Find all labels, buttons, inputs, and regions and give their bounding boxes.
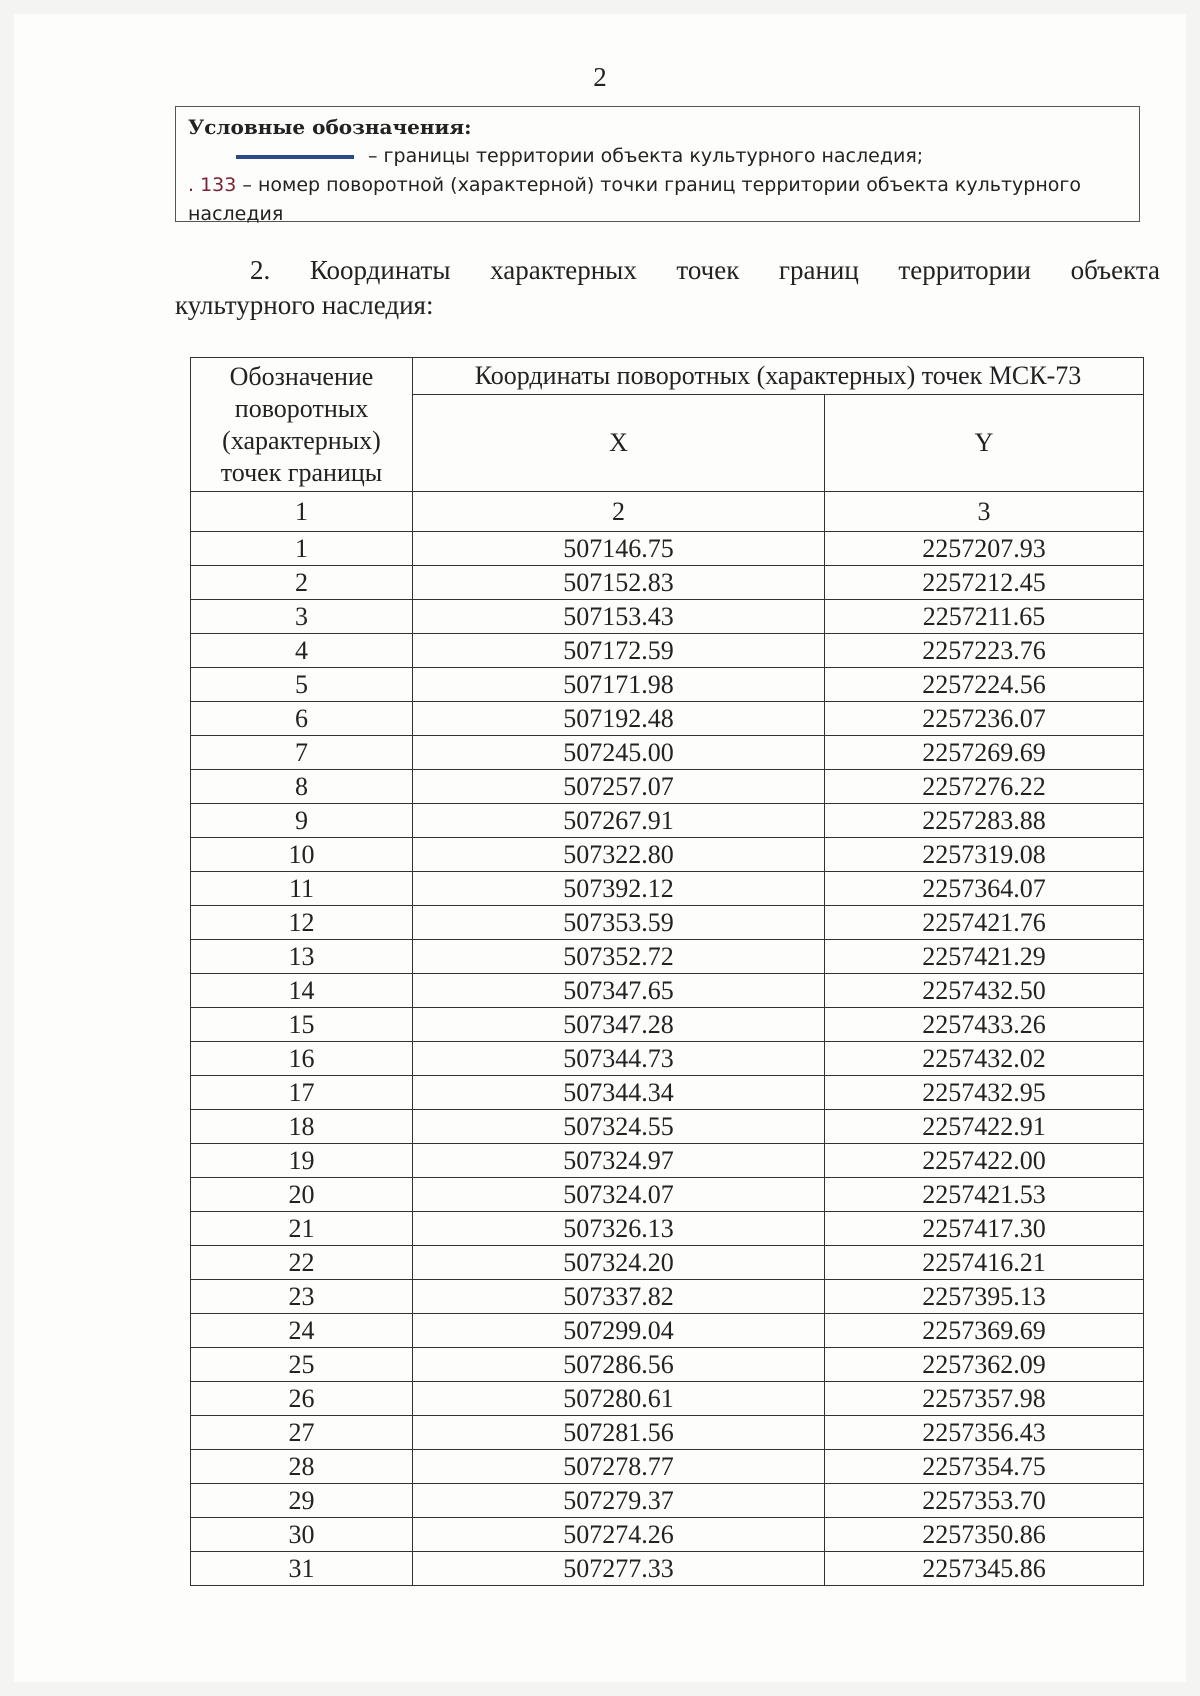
x-coordinate-cell: 507277.33 (413, 1552, 825, 1586)
x-coordinate-cell: 507299.04 (413, 1314, 825, 1348)
y-coordinate-cell: 2257223.76 (825, 634, 1144, 668)
point-number-cell: 6 (191, 702, 413, 736)
table-row (191, 872, 1144, 906)
coordinates-group-header: Координаты поворотных (характерных) точек МСК-73 (413, 358, 1144, 395)
table-row (191, 1178, 1144, 1212)
x-coordinate-cell: 507347.65 (413, 974, 825, 1008)
point-number-cell: 23 (191, 1280, 413, 1314)
col1-header-line: точек границы (220, 457, 383, 487)
y-coordinate-cell: 2257224.56 (825, 668, 1144, 702)
point-number-cell: 9 (191, 804, 413, 838)
point-number-cell: 1 (191, 532, 413, 566)
paragraph-line-2: культурного наследия: (175, 290, 434, 320)
x-coordinate-cell: 507152.83 (413, 566, 825, 600)
table-row (191, 1280, 1144, 1314)
para-word: Координаты (309, 255, 451, 285)
y-coordinate-cell: 2257269.69 (825, 736, 1144, 770)
legend-title: Условные обозначения: (188, 115, 472, 139)
x-coordinate-cell: 507280.61 (413, 1382, 825, 1416)
y-coordinate-cell: 2257421.76 (825, 906, 1144, 940)
x-coordinate-cell: 507267.91 (413, 804, 825, 838)
table-row (191, 1314, 1144, 1348)
point-number-cell: 15 (191, 1008, 413, 1042)
y-coordinate-cell: 2257276.22 (825, 770, 1144, 804)
y-coordinate-cell: 2257354.75 (825, 1450, 1144, 1484)
legend-boundary-row (188, 141, 1127, 171)
col1-header (191, 358, 413, 492)
table-row (191, 974, 1144, 1008)
y-coordinate-cell: 2257356.43 (825, 1416, 1144, 1450)
point-number-cell: 18 (191, 1110, 413, 1144)
para-word: объекта (1070, 255, 1160, 285)
table-row (191, 1110, 1144, 1144)
y-coordinate-cell: 2257422.00 (825, 1144, 1144, 1178)
boundary-line-symbol (236, 155, 354, 159)
table-row (191, 532, 1144, 566)
point-number-cell: 28 (191, 1450, 413, 1484)
point-number-cell: 22 (191, 1246, 413, 1280)
table-row (191, 1484, 1144, 1518)
point-number-cell: 31 (191, 1552, 413, 1586)
y-coordinate-cell: 2257421.29 (825, 940, 1144, 974)
point-number-cell: 27 (191, 1416, 413, 1450)
table-row (191, 736, 1144, 770)
y-coordinate-cell: 2257350.86 (825, 1518, 1144, 1552)
x-coordinate-cell: 507153.43 (413, 600, 825, 634)
col-number: 1 (191, 492, 413, 532)
col1-header-line: (характерных) (222, 425, 381, 455)
y-coordinate-cell: 2257433.26 (825, 1008, 1144, 1042)
x-coordinate-cell: 507281.56 (413, 1416, 825, 1450)
table-row (191, 1416, 1144, 1450)
para-word: характерных (490, 255, 637, 285)
col1-header-line: поворотных (234, 393, 369, 423)
x-coordinate-cell: 507279.37 (413, 1484, 825, 1518)
x-coordinate-cell: 507278.77 (413, 1450, 825, 1484)
y-coordinate-cell: 2257432.95 (825, 1076, 1144, 1110)
legend-boundary-text: – границы территории объекта культурного наследия; (368, 145, 924, 167)
point-number-cell: 29 (191, 1484, 413, 1518)
x-coordinate-cell: 507344.34 (413, 1076, 825, 1110)
x-coordinate-cell: 507324.20 (413, 1246, 825, 1280)
para-word: 2. (250, 255, 271, 285)
table-row (191, 1518, 1144, 1552)
point-number-cell: 20 (191, 1178, 413, 1212)
table-row (191, 566, 1144, 600)
y-coordinate-cell: 2257395.13 (825, 1280, 1144, 1314)
x-coordinate-cell: 507192.48 (413, 702, 825, 736)
y-coordinate-cell: 2257416.21 (825, 1246, 1144, 1280)
x-coordinate-cell: 507146.75 (413, 532, 825, 566)
x-coordinate-cell: 507337.82 (413, 1280, 825, 1314)
point-number-cell: 19 (191, 1144, 413, 1178)
x-coordinate-cell: 507344.73 (413, 1042, 825, 1076)
point-number-cell: 21 (191, 1212, 413, 1246)
point-number-cell: 17 (191, 1076, 413, 1110)
col1-header-line: Обозначение (229, 361, 374, 391)
y-coordinate-cell: 2257212.45 (825, 566, 1144, 600)
para-word: границ (778, 255, 859, 285)
point-number-cell: 2 (191, 566, 413, 600)
table-row (191, 1212, 1144, 1246)
point-number-cell: 10 (191, 838, 413, 872)
x-coordinate-cell: 507322.80 (413, 838, 825, 872)
table-row (191, 1076, 1144, 1110)
table-row (191, 940, 1144, 974)
para-word: территории (898, 255, 1031, 285)
x-coordinate-cell: 507326.13 (413, 1212, 825, 1246)
point-number-cell: 8 (191, 770, 413, 804)
y-coordinate-cell: 2257345.86 (825, 1552, 1144, 1586)
table-row (191, 1042, 1144, 1076)
legend-point-text: – номер поворотной (характерной) точки границ территории объекта культурного наследия (188, 174, 1082, 225)
y-coordinate-cell: 2257353.70 (825, 1484, 1144, 1518)
legend-box (175, 106, 1140, 225)
y-coordinate-cell: 2257357.98 (825, 1382, 1144, 1416)
para-word: точек (676, 255, 740, 285)
table-row (191, 702, 1144, 736)
table-row (191, 1144, 1144, 1178)
table-row (191, 1008, 1144, 1042)
table-row (191, 1246, 1144, 1280)
x-coordinate-cell: 507324.55 (413, 1110, 825, 1144)
point-number-cell: 13 (191, 940, 413, 974)
point-number-cell: 25 (191, 1348, 413, 1382)
y-coordinate-cell: 2257422.91 (825, 1110, 1144, 1144)
y-coordinate-cell: 2257283.88 (825, 804, 1144, 838)
y-coordinate-cell: 2257319.08 (825, 838, 1144, 872)
x-coordinate-cell: 507347.28 (413, 1008, 825, 1042)
y-coordinate-cell: 2257362.09 (825, 1348, 1144, 1382)
table-row (191, 1348, 1144, 1382)
col-number: 3 (825, 492, 1144, 532)
x-coordinate-cell: 507352.72 (413, 940, 825, 974)
point-number-cell: 14 (191, 974, 413, 1008)
table-row (191, 838, 1144, 872)
x-coordinate-cell: 507245.00 (413, 736, 825, 770)
table-row (191, 668, 1144, 702)
x-coordinate-cell: 507324.97 (413, 1144, 825, 1178)
point-number-cell: 11 (191, 872, 413, 906)
point-number-cell: 5 (191, 668, 413, 702)
y-coordinate-cell: 2257421.53 (825, 1178, 1144, 1212)
x-coordinate-cell: 507257.07 (413, 770, 825, 804)
y-coordinate-cell: 2257432.50 (825, 974, 1144, 1008)
x-coordinate-cell: 507392.12 (413, 872, 825, 906)
y-coordinate-cell: 2257207.93 (825, 532, 1144, 566)
y-coordinate-cell: 2257236.07 (825, 702, 1144, 736)
point-marker-symbol: . 133 (188, 174, 237, 196)
table-row (191, 906, 1144, 940)
point-number-cell: 26 (191, 1382, 413, 1416)
y-coordinate-cell: 2257369.69 (825, 1314, 1144, 1348)
x-coordinate-cell: 507353.59 (413, 906, 825, 940)
table-row (191, 1382, 1144, 1416)
table-row (191, 1450, 1144, 1484)
x-coordinate-cell: 507172.59 (413, 634, 825, 668)
x-header: X (413, 395, 825, 492)
coordinates-table (190, 357, 1144, 1586)
page-number: 2 (593, 62, 607, 92)
table-row (191, 770, 1144, 804)
x-coordinate-cell: 507274.26 (413, 1518, 825, 1552)
col-number: 2 (413, 492, 825, 532)
point-number-cell: 4 (191, 634, 413, 668)
x-coordinate-cell: 507324.07 (413, 1178, 825, 1212)
point-number-cell: 24 (191, 1314, 413, 1348)
y-coordinate-cell: 2257432.02 (825, 1042, 1144, 1076)
table-row (191, 600, 1144, 634)
point-number-cell: 3 (191, 600, 413, 634)
x-coordinate-cell: 507171.98 (413, 668, 825, 702)
table-row (191, 1552, 1144, 1586)
point-number-cell: 16 (191, 1042, 413, 1076)
y-header: Y (825, 395, 1144, 492)
paragraph-line-1 (175, 255, 1160, 286)
point-number-cell: 7 (191, 736, 413, 770)
table-row (191, 634, 1144, 668)
y-coordinate-cell: 2257211.65 (825, 600, 1144, 634)
legend-point-row (188, 171, 1127, 229)
y-coordinate-cell: 2257364.07 (825, 872, 1144, 906)
table-row (191, 804, 1144, 838)
x-coordinate-cell: 507286.56 (413, 1348, 825, 1382)
point-number-cell: 30 (191, 1518, 413, 1552)
y-coordinate-cell: 2257417.30 (825, 1212, 1144, 1246)
point-number-cell: 12 (191, 906, 413, 940)
